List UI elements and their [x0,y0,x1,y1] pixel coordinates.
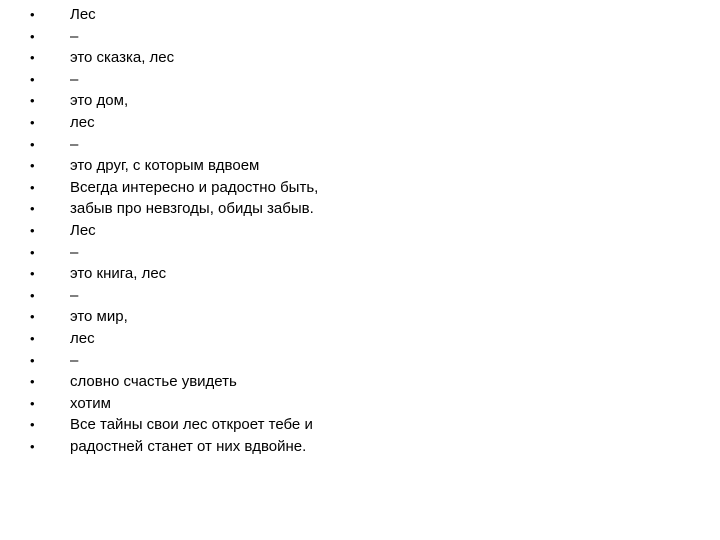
bullet-icon: • [30,352,35,368]
bullet-icon: • [30,114,35,130]
bullet-icon: • [30,71,35,87]
bullet-icon: • [30,417,35,433]
list-item-text: словно счастье увидеть [70,373,237,391]
list-item-text: забыв про невзгоды, обиды забыв. [70,200,314,218]
bullet-icon: • [30,136,35,152]
bullet-icon: • [30,438,35,454]
bullet-icon: • [30,330,35,346]
list-item-text: лес [70,113,95,131]
list-item [30,155,318,177]
bullet-icon: • [30,266,35,282]
list-item-text: это дом, [70,92,129,110]
list-item-text: – [70,286,79,304]
list-item-text: – [70,27,79,45]
bullet-icon: • [30,28,35,44]
list-item [30,436,318,458]
list-item-text: – [70,243,79,261]
list-item-text: радостней станет от них вдвойне. [70,437,307,455]
list-item [30,263,318,285]
list-item-text: это сказка, лес [70,49,175,67]
list-item [30,134,318,156]
list-item-text: это мир, [70,308,128,326]
poem-bullet-list [30,4,318,457]
list-item-text: лес [70,329,95,347]
list-item [30,414,318,436]
bullet-icon: • [30,93,35,109]
list-item-text: Лес [70,221,96,239]
list-item [30,4,318,26]
list-item [30,371,318,393]
list-item-text: это друг, с которым вдвоем [70,157,260,175]
list-item [30,393,318,415]
bullet-icon: • [30,374,35,390]
list-item [30,350,318,372]
list-item [30,220,318,242]
list-item [30,198,318,220]
list-item-text: – [70,70,79,88]
bullet-icon: • [30,287,35,303]
list-item [30,47,318,69]
list-item [30,328,318,350]
list-item-text: – [70,135,79,153]
list-item-text: Лес [70,6,96,23]
bullet-icon: • [30,7,35,22]
list-item [30,242,318,264]
bullet-icon: • [30,222,35,238]
bullet-icon: • [30,179,35,195]
bullet-icon: • [30,50,35,66]
list-item-text: Всегда интересно и радостно быть, [70,178,319,196]
list-item [30,90,318,112]
bullet-icon: • [30,244,35,260]
list-item [30,177,318,199]
list-item-text: – [70,351,79,369]
bullet-icon: • [30,158,35,174]
list-item [30,26,318,48]
list-item [30,285,318,307]
list-item [30,306,318,328]
list-item [30,69,318,91]
list-item-text: Все тайны свои лес откроет тебе и [70,416,313,434]
bullet-icon: • [30,309,35,325]
list-item-text: хотим [70,394,111,412]
list-item [30,112,318,134]
bullet-icon: • [30,201,35,217]
list-item-text: это книга, лес [70,265,167,283]
bullet-icon: • [30,395,35,411]
